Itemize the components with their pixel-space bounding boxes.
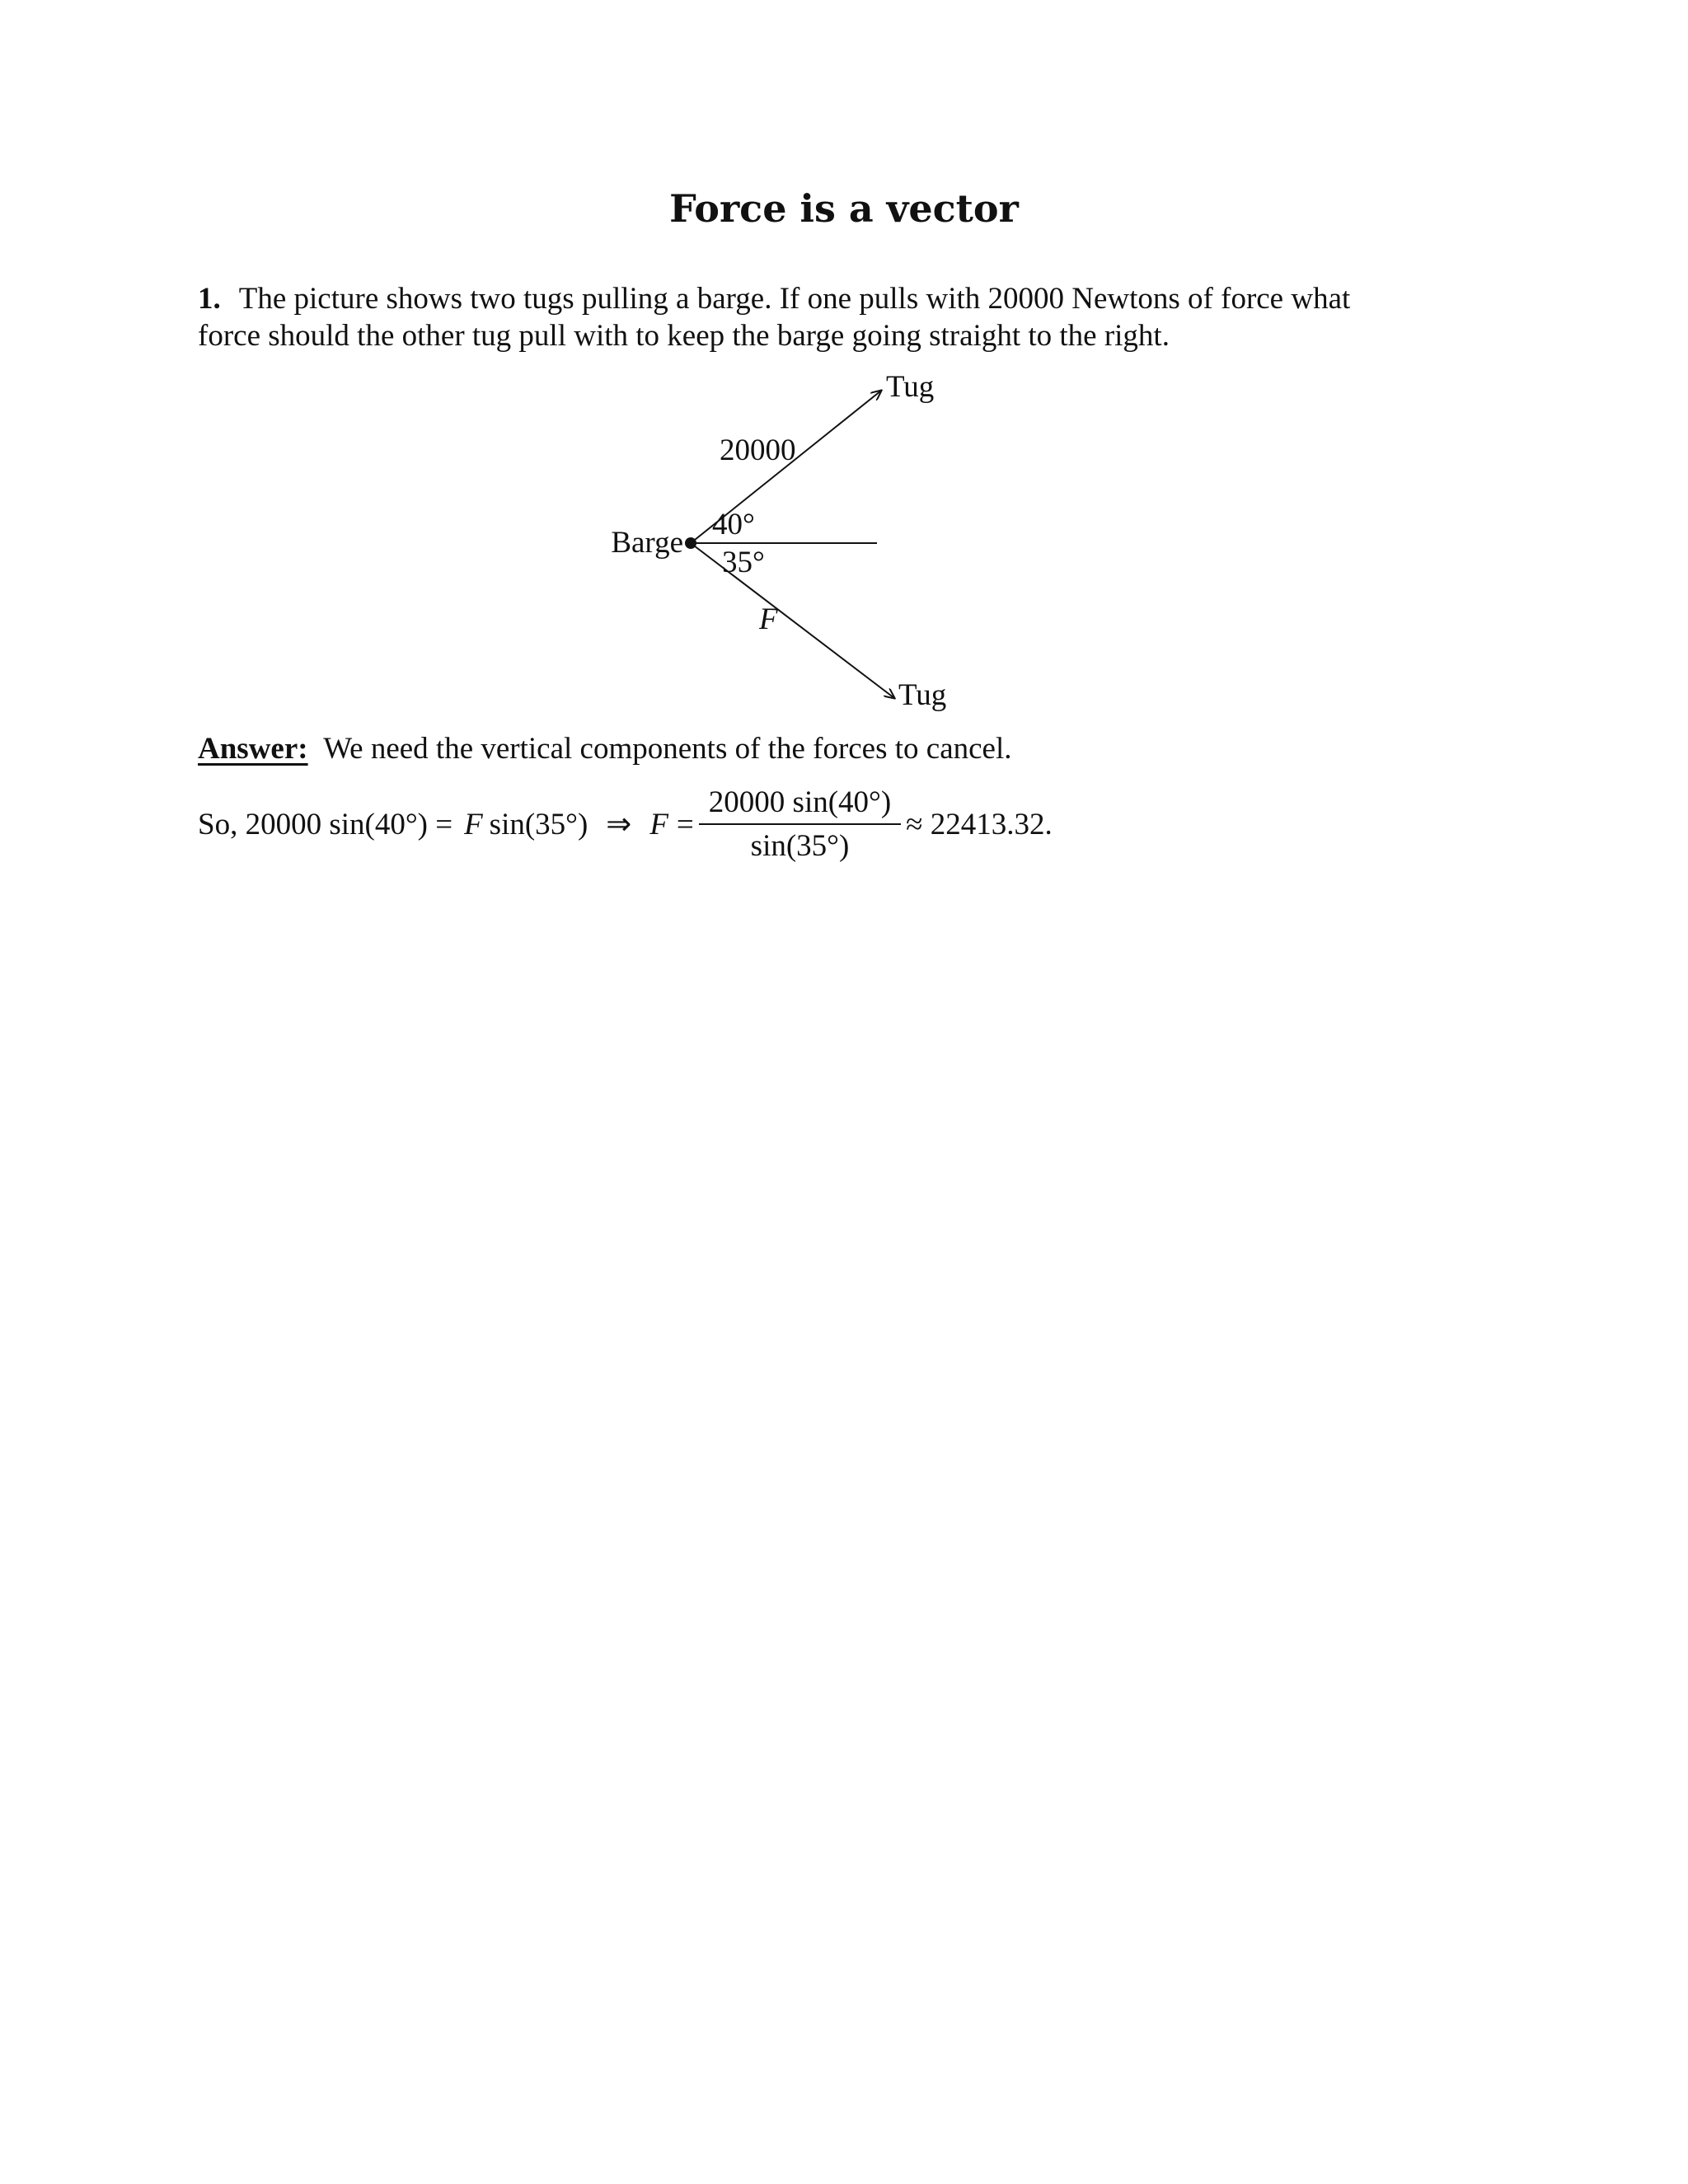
equation-variable-f-solved: F (649, 807, 668, 841)
equation-prefix: So, 20000 sin(40°) = (198, 807, 453, 841)
equation-variable-f: F (464, 807, 483, 841)
force-top-label: 20000 (720, 434, 796, 467)
force-bottom-label: F (759, 602, 778, 636)
tug-barge-diagram (0, 0, 1688, 725)
answer-statement (198, 731, 1012, 766)
fraction-denominator: sin(35°) (699, 823, 901, 864)
answer-label: Answer: (198, 732, 308, 766)
problem-number: 1. (198, 282, 221, 316)
page-title: Force is a vector (669, 186, 1019, 231)
fraction-numerator: 20000 sin(40°) (708, 785, 892, 819)
barge-label: Barge (611, 526, 683, 560)
equation-sin-35: sin(35°) (489, 807, 588, 841)
barge-point (685, 537, 696, 549)
angle-top-label: 40° (712, 508, 755, 541)
angle-bottom-label: 35° (722, 546, 765, 579)
equation-result: ≈ 22413.32. (906, 807, 1053, 841)
implies-symbol: ⇒ (606, 808, 632, 841)
answer-text: We need the vertical components of the forces to cancel. (323, 732, 1012, 766)
equation-fraction (704, 785, 896, 864)
tug-bottom-label: Tug (898, 678, 947, 712)
answer-equation (198, 775, 1053, 874)
tug-top-label: Tug (886, 370, 935, 404)
problem-text: The picture shows two tugs pulling a barge. If one pulls with 20000 Newtons of force what force should the other tug pull with to keep the barge going straight to the right. (198, 282, 1351, 353)
equation-equals: = (676, 807, 694, 841)
